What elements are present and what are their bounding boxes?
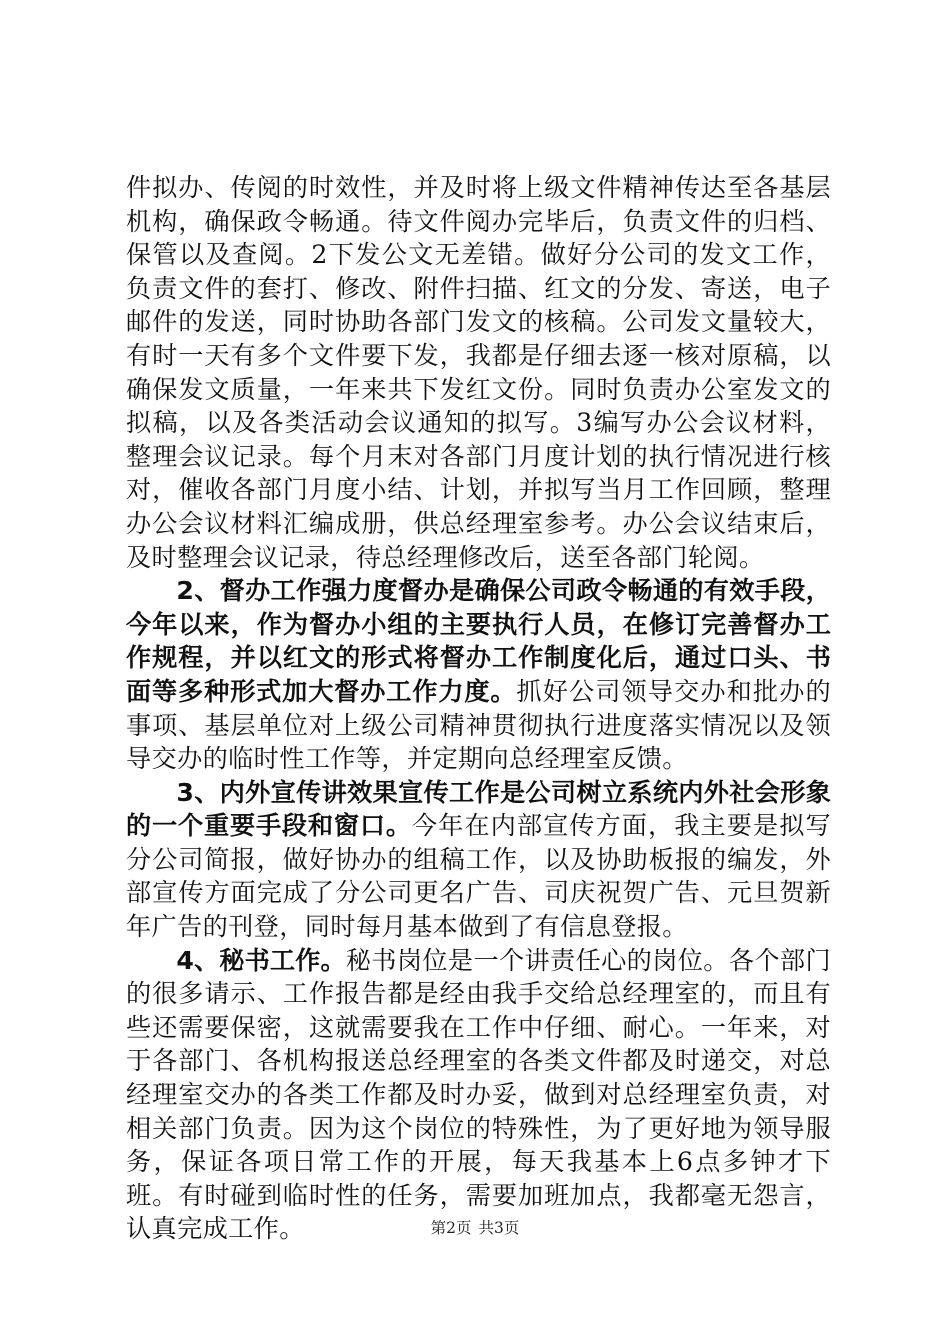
paragraph-heading: 2、督办工作强力度督办是确保公司政令畅通的有效手段，今年以来，作为督办小组的主要执行人员，在修订完善督办工作规程，并以红文的形式将督办工作制度化后，通过口头、书面等多种形式加大督办工作力度。 <box>126 576 831 706</box>
page-number: 第2页 <box>430 1219 472 1237</box>
paragraph-secretary <box>126 944 831 1246</box>
document-body <box>126 171 831 1246</box>
page-total: 共3页 <box>478 1219 520 1237</box>
paragraph-continuation <box>126 171 831 574</box>
paragraph-heading: 3、内外宣传讲效果宣传工作是公司树立系统内外社会形象的一个重要手段和窗口。 <box>126 777 831 841</box>
paragraph-publicity <box>126 776 831 944</box>
paragraph-body: 件拟办、传阅的时效性，并及时将上级文件精神传达至各基层机构，确保政令畅通。待文件阅办完毕后，负责文件的归档、保管以及查阅。2下发公文无差错。做好分公司的发文工作，负责文件的套打、修改、附件扫描、红文的分发、寄送，电子邮件的发送，同时协助各部门发文的核稿。公司发文量较大，有时一天有多个文件要下发，我都是仔细去逐一核对原稿，以确保发文质量，一年来共下发红文份。同时负责办公室发文的拟稿，以及各类活动会议通知的拟写。3编写办公会议材料，整理会议记录。每个月末对各部门月度计划的执行情况进行核对，催收各部门月度小结、计划，并拟写当月工作回顾，整理办公会议材料汇编成册，供总经理室参考。办公会议结束后，及时整理会议记录，待总经理修改后，送至各部门轮阅。 <box>126 173 831 572</box>
paragraph-body: 秘书岗位是一个讲责任心的岗位。各个部门的很多请示、工作报告都是经由我手交给总经理室的，而且有些还需要保密，这就需要我在工作中仔细、耐心。一年来，对于各部门、各机构报送总经理室的各类文件都及时递交，对总经理室交办的各类工作都及时办妥，做到对总经理室负责，对相关部门负责。因为这个岗位的特殊性，为了更好地为领导服务，保证各项日常工作的开展，每天我基本上6点多钟才下班。有时碰到临时性的任务，需要加班加点，我都毫无怨言，认真完成工作。 <box>126 945 831 1244</box>
paragraph-body: 今年在内部宣传方面，我主要是拟写分公司简报，做好协办的组稿工作，以及协助板报的编发，外部宣传方面完成了分公司更名广告、司庆祝贺广告、元旦贺新年广告的刊登，同时每月基本做到了有信息登报。 <box>126 811 831 942</box>
paragraph-supervision <box>126 574 831 776</box>
paragraph-heading: 4、秘书工作。 <box>176 945 346 975</box>
page-footer <box>0 1218 950 1238</box>
paragraph-body: 抓好公司领导交办和批办的事项、基层单位对上级公司精神贯彻执行进度落实情况以及领导交办的临时性工作等，并定期向总经理室反馈。 <box>126 676 832 774</box>
